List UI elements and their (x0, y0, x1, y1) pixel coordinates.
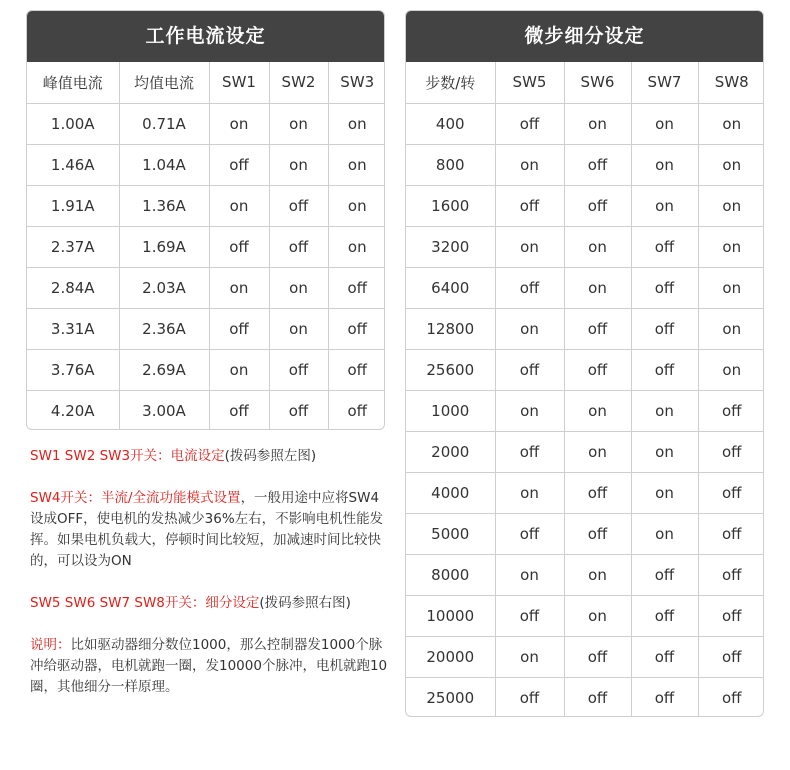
table-cell: off (209, 308, 269, 349)
table-cell: on (328, 226, 385, 267)
column-header: SW6 (564, 62, 631, 103)
column-header: 步数/转 (406, 62, 495, 103)
table-row (27, 226, 385, 267)
table-cell: off (564, 144, 631, 185)
table-row (406, 267, 764, 308)
note-current-switches (30, 446, 392, 467)
note-microstep-switches (30, 593, 392, 614)
table-cell: off (698, 554, 764, 595)
table-cell: off (631, 554, 698, 595)
table-row (27, 103, 385, 144)
table-cell: on (698, 144, 764, 185)
table-cell: off (328, 267, 385, 308)
table-cell: off (328, 349, 385, 390)
table-cell: off (698, 431, 764, 472)
table-cell: off (631, 677, 698, 717)
table-cell: 1.00A (27, 103, 119, 144)
table-cell: 3.00A (119, 390, 209, 430)
table-cell: 1.91A (27, 185, 119, 226)
note-sw4-label: SW4开关：半流/全流功能模式设置 (30, 490, 241, 506)
table-cell: on (698, 349, 764, 390)
table-cell: 25000 (406, 677, 495, 717)
note-sw4-text: ，一般用途中应将SW4设成OFF，使电机的发热减少36%左右，不影响电机性能发挥。如果电机负载大，停顿时间比较短，加减速时间比较快的，可以设为ON (30, 490, 384, 569)
table-row (406, 554, 764, 595)
note-microstep-label: SW5 SW6 SW7 SW8开关：细分设定 (30, 595, 260, 611)
table-header-row (406, 62, 764, 103)
table-cell: 5000 (406, 513, 495, 554)
table-cell: on (564, 267, 631, 308)
table-cell: 800 (406, 144, 495, 185)
table-cell: off (564, 185, 631, 226)
table-cell: off (631, 308, 698, 349)
table-row (406, 390, 764, 431)
table-row (27, 349, 385, 390)
table-row (406, 349, 764, 390)
microstep-setting-table (406, 62, 764, 717)
table-cell: 0.71A (119, 103, 209, 144)
table-cell: on (564, 595, 631, 636)
table-cell: off (495, 349, 564, 390)
table-cell: off (269, 390, 328, 430)
table-cell: off (209, 226, 269, 267)
table-cell: on (328, 103, 385, 144)
table-cell: 1600 (406, 185, 495, 226)
table-cell: 3.76A (27, 349, 119, 390)
table-cell: on (269, 308, 328, 349)
table-cell: off (564, 513, 631, 554)
column-header: SW7 (631, 62, 698, 103)
note-explanation (30, 635, 392, 698)
table-cell: on (269, 103, 328, 144)
table-cell: on (698, 226, 764, 267)
table-cell: 2.69A (119, 349, 209, 390)
column-header: SW2 (269, 62, 328, 103)
table-cell: 2000 (406, 431, 495, 472)
table-cell: 1.04A (119, 144, 209, 185)
table-cell: on (209, 185, 269, 226)
table-row (406, 472, 764, 513)
table-cell: off (209, 144, 269, 185)
table-cell: off (269, 226, 328, 267)
table-cell: off (631, 226, 698, 267)
table-row (406, 185, 764, 226)
table-cell: on (495, 390, 564, 431)
note-microstep-text: (拨码参照右图) (259, 595, 351, 611)
table-row (406, 308, 764, 349)
table-cell: on (209, 349, 269, 390)
table-cell: off (495, 513, 564, 554)
table-cell: off (495, 595, 564, 636)
table-row (406, 595, 764, 636)
table-cell: off (564, 636, 631, 677)
table-header-row (27, 62, 385, 103)
table-cell: on (564, 103, 631, 144)
table-cell: on (631, 103, 698, 144)
table-cell: on (631, 144, 698, 185)
table-cell: on (328, 185, 385, 226)
table-cell: on (698, 267, 764, 308)
table-cell: 2.36A (119, 308, 209, 349)
table-cell: off (698, 472, 764, 513)
table-cell: on (328, 144, 385, 185)
table-row (27, 144, 385, 185)
column-header: SW5 (495, 62, 564, 103)
table-cell: off (564, 472, 631, 513)
table-cell: off (698, 513, 764, 554)
column-header: 峰值电流 (27, 62, 119, 103)
table-cell: off (631, 595, 698, 636)
table-cell: on (495, 636, 564, 677)
table-cell: off (495, 431, 564, 472)
table-cell: on (631, 185, 698, 226)
table-cell: off (347, 401, 367, 420)
table-cell: on (209, 267, 269, 308)
note-explanation-text: 比如驱动器细分数位1000，那么控制器发1000个脉冲给驱动器，电机就跑一圈，发10000个脉冲，电机就跑10圈，其他细分一样原理。 (30, 637, 388, 695)
table-cell: on (269, 267, 328, 308)
table-cell: off (209, 390, 269, 430)
table-cell: off (631, 349, 698, 390)
current-setting-title: 工作电流设定 (27, 11, 384, 62)
table-cell: on (495, 308, 564, 349)
table-row (406, 103, 764, 144)
table-cell: off (495, 677, 564, 717)
table-cell: off (564, 349, 631, 390)
table-cell: 8000 (406, 554, 495, 595)
table-cell: 2.03A (119, 267, 209, 308)
note-current-text: (拨码参照左图) (224, 448, 317, 464)
table-cell: on (564, 431, 631, 472)
table-cell: on (631, 472, 698, 513)
table-cell: on (564, 390, 631, 431)
table-cell: 20000 (406, 636, 495, 677)
table-cell: on (631, 431, 698, 472)
table-cell: on (631, 390, 698, 431)
table-row (27, 267, 385, 308)
table-cell: 1.36A (119, 185, 209, 226)
table-cell: on (495, 554, 564, 595)
table-cell: 1000 (406, 390, 495, 431)
table-cell: 1.69A (119, 226, 209, 267)
table-cell: off (698, 636, 764, 677)
note-explanation-label: 说明： (30, 637, 71, 653)
table-cell: 25600 (406, 349, 495, 390)
table-row (27, 185, 385, 226)
table-cell: on (564, 554, 631, 595)
table-cell: 1.46A (27, 144, 119, 185)
table-cell: off (495, 267, 564, 308)
table-cell: off (495, 185, 564, 226)
table-row (406, 513, 764, 554)
table-cell: off (269, 185, 328, 226)
table-cell: on (495, 226, 564, 267)
table-cell: on (209, 103, 269, 144)
table-cell: off (564, 677, 631, 717)
table-cell: off (631, 636, 698, 677)
table-cell: 4.20A (27, 390, 119, 430)
table-row (27, 308, 385, 349)
table-row (406, 144, 764, 185)
table-cell: off (495, 103, 564, 144)
current-setting-table (27, 62, 385, 430)
table-cell: off (631, 267, 698, 308)
table-cell: off (698, 390, 764, 431)
table-cell: on (698, 103, 764, 144)
table-cell: 4000 (406, 472, 495, 513)
table-cell: on (564, 226, 631, 267)
table-cell: 10000 (406, 595, 495, 636)
current-setting-panel (26, 10, 385, 430)
table-cell: 400 (406, 103, 495, 144)
table-cell: on (495, 144, 564, 185)
table-cell: 2.84A (27, 267, 119, 308)
table-cell: on (698, 185, 764, 226)
table-cell: 12800 (406, 308, 495, 349)
note-sw4 (30, 488, 392, 572)
table-cell: 3200 (406, 226, 495, 267)
table-row (406, 636, 764, 677)
column-header: 均值电流 (119, 62, 209, 103)
table-cell: off (328, 308, 385, 349)
table-row (406, 226, 764, 267)
table-row (27, 390, 385, 430)
table-cell: off (564, 308, 631, 349)
column-header: SW8 (698, 62, 764, 103)
microstep-setting-panel (405, 10, 764, 717)
table-cell: on (631, 513, 698, 554)
switch-notes (30, 446, 392, 719)
table-cell: on (495, 472, 564, 513)
table-cell: off (721, 688, 742, 707)
column-header: SW1 (209, 62, 269, 103)
microstep-setting-title: 微步细分设定 (406, 11, 763, 62)
table-cell: on (698, 308, 764, 349)
table-row (406, 677, 764, 717)
table-row (406, 431, 764, 472)
table-cell: 3.31A (27, 308, 119, 349)
note-current-label: SW1 SW2 SW3开关：电流设定 (30, 448, 225, 464)
table-cell: 6400 (406, 267, 495, 308)
column-header: SW3 (328, 62, 385, 103)
table-cell: off (698, 595, 764, 636)
table-cell: 2.37A (27, 226, 119, 267)
table-cell: off (269, 349, 328, 390)
table-cell: on (269, 144, 328, 185)
